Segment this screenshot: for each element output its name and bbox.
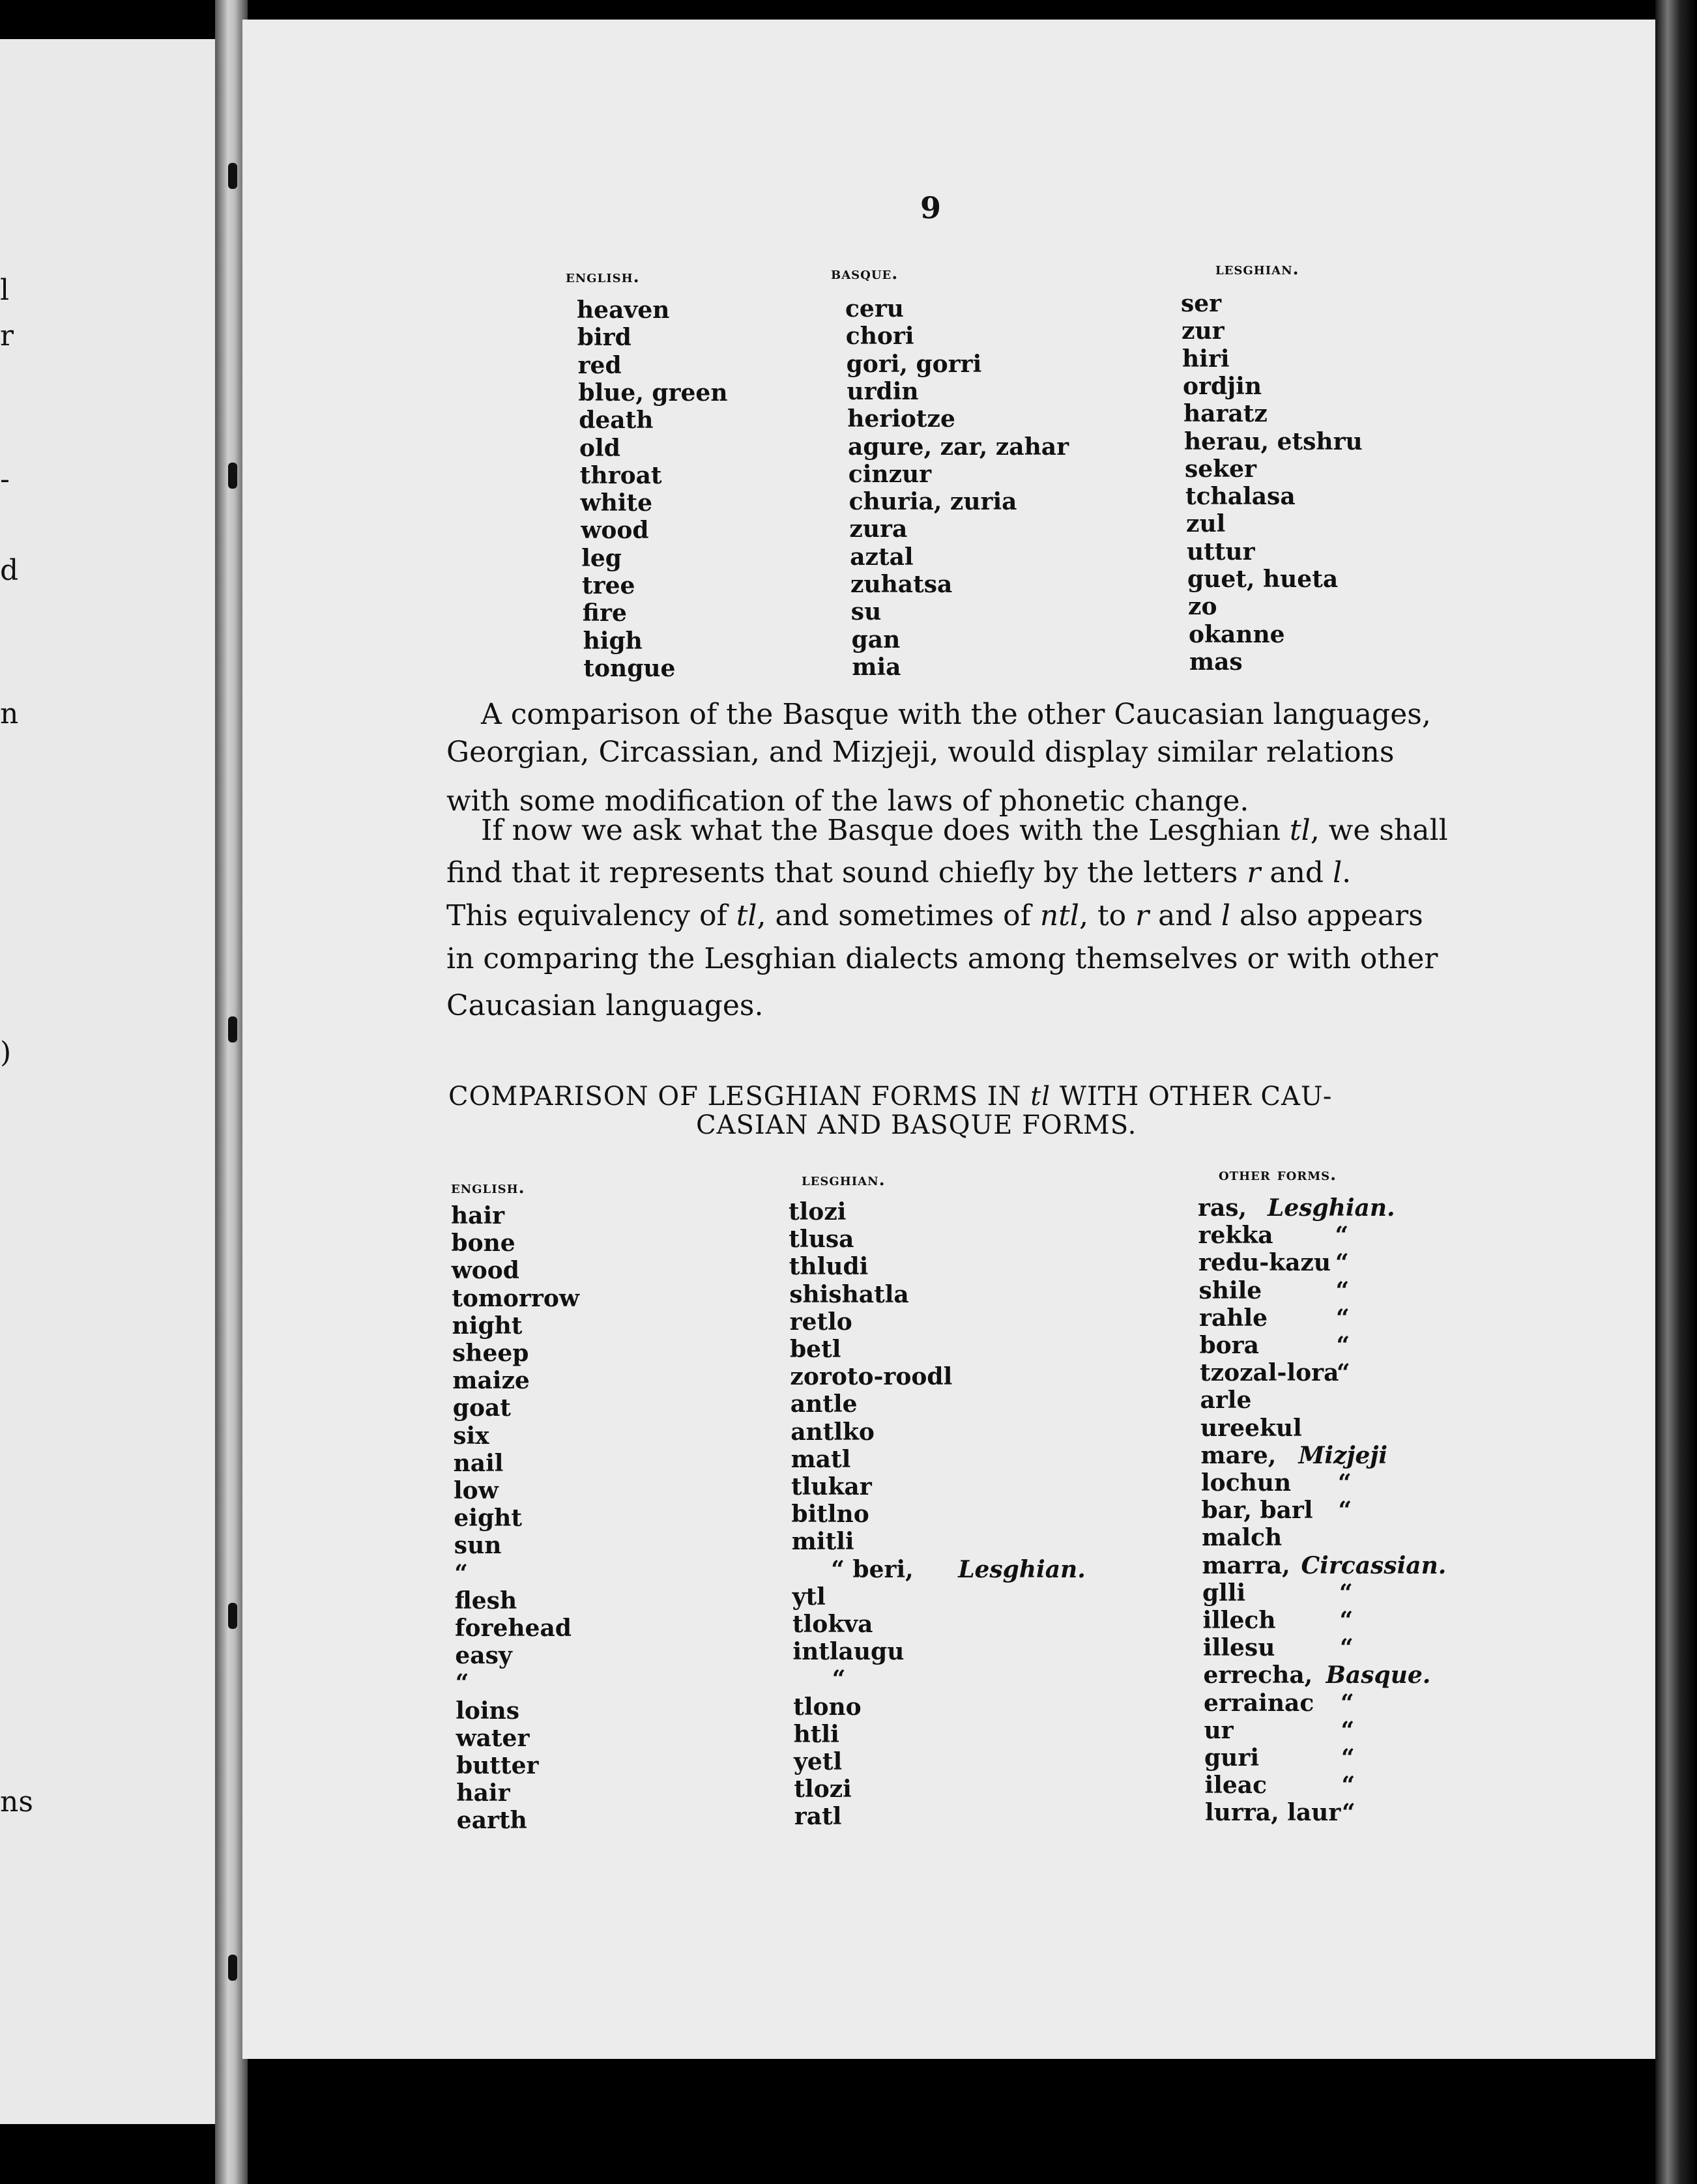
text-run: , we shall: [1310, 814, 1448, 847]
text-run: ntl: [1039, 899, 1079, 932]
table2-lesghian-cell: htli: [793, 1720, 839, 1748]
table1-lesghian-cell: herau, etshru: [1184, 427, 1363, 455]
table2-english-cell: forehead: [455, 1615, 572, 1642]
table2-lesghian-source: Lesghian.: [958, 1555, 1086, 1583]
table2-english-cell: earth: [456, 1807, 527, 1835]
table2-source-cell: “: [1337, 1359, 1350, 1387]
table2-lesghian-cell: antle: [790, 1390, 858, 1418]
left-fragment: ns: [0, 1785, 33, 1818]
table2-english-cell: butter: [456, 1752, 539, 1779]
table2-source-cell: “: [1336, 1304, 1350, 1332]
table2-lesghian-cell: mitli: [791, 1528, 854, 1556]
table1-basque-cell: churia, zuria: [848, 488, 1017, 516]
left-fragment: -: [0, 463, 10, 496]
table2-lesghian-cell: betl: [790, 1336, 841, 1363]
table2-other-cell: ur: [1204, 1716, 1234, 1744]
left-fragment: r: [0, 319, 14, 352]
section-heading: CASIAN AND BASQUE FORMS.: [696, 1110, 1137, 1140]
paragraph2-line: [446, 856, 1352, 889]
table1-english-cell: heaven: [577, 296, 670, 324]
table2-english-cell: “: [454, 1559, 468, 1587]
table1-lesghian-cell: uttur: [1187, 538, 1255, 566]
table2-other-cell: rahle: [1199, 1304, 1268, 1332]
paragraph2-line: [481, 816, 1448, 845]
table1-lesghian-cell: zur: [1182, 317, 1225, 345]
table2-other-cell: lurra, laur: [1205, 1799, 1341, 1827]
table2-lesghian-cell: tlozi: [794, 1775, 852, 1803]
table2-english-cell: easy: [455, 1642, 512, 1670]
table1-basque-cell: chori: [845, 323, 914, 351]
paragraph2-line: in comparing the Lesghian dialects among themselves or with other: [446, 942, 1438, 975]
table1-english-cell: high: [583, 627, 643, 655]
table2-english-cell: eight: [454, 1504, 522, 1532]
table2-lesghian-cell: antlko: [790, 1418, 875, 1446]
text-run: and: [1149, 899, 1221, 932]
table1-english-cell: old: [579, 434, 620, 462]
table2-source-cell: “: [1341, 1772, 1356, 1800]
table2-source-cell: “: [1341, 1716, 1355, 1744]
table1-english-cell: fire: [582, 599, 627, 627]
table2-lesghian-cell: tlokva: [792, 1611, 873, 1638]
table1-basque-cell: aztal: [850, 543, 914, 571]
table2-lesghian-cell: retlo: [789, 1308, 852, 1336]
table2-lesghian-cell: intlaugu: [792, 1638, 905, 1666]
table1-english-cell: tree: [582, 572, 635, 599]
table2-english-cell: sun: [454, 1532, 502, 1560]
table1-english-cell: red: [577, 351, 622, 379]
text-run: .: [1342, 856, 1352, 889]
table2-source-cell: “: [1335, 1222, 1349, 1250]
table2-english-cell: flesh: [454, 1587, 517, 1615]
table2-source-cell: “: [1335, 1276, 1350, 1304]
table2-english-cell: loins: [456, 1697, 519, 1725]
left-fragment: n: [0, 697, 19, 730]
table1-lesghian-cell: guet, hueta: [1187, 566, 1339, 593]
table1-lesghian-cell: hiri: [1182, 345, 1230, 373]
table2-lesghian-cell: “ beri,: [831, 1555, 914, 1583]
left-fragment: d: [0, 554, 19, 587]
text-run: COMPARISON OF LESGHIAN FORMS IN: [448, 1082, 1031, 1112]
table2-source-cell: “: [1336, 1332, 1350, 1359]
table2-other-cell: bar, barl: [1201, 1497, 1313, 1525]
text-run: WITH OTHER CAU-: [1051, 1082, 1333, 1112]
table2-lesghian-cell: zoroto-roodl: [790, 1363, 953, 1391]
table1-lesghian-cell: okanne: [1189, 620, 1285, 648]
paragraph2-line: [446, 899, 1423, 932]
table1-lesghian-cell: ser: [1181, 290, 1222, 317]
table2-header-lesghian: lesghian.: [802, 1170, 886, 1190]
left-fragment: l: [0, 274, 10, 307]
table2-source-cell: “: [1339, 1579, 1353, 1607]
table2-source-cell: “: [1341, 1689, 1354, 1717]
text-run: This equivalency of: [446, 899, 736, 932]
table2-other-cell: errecha,: [1203, 1661, 1313, 1689]
binding-stitch: [228, 1603, 237, 1629]
table2-lesghian-cell: tlukar: [791, 1473, 872, 1501]
table2-other-cell: redu-kazu: [1198, 1249, 1331, 1277]
table1-header-english: english.: [566, 267, 640, 287]
table1-basque-cell: ceru: [845, 295, 904, 323]
table1-lesghian-cell: mas: [1189, 648, 1243, 676]
table1-basque-cell: heriotze: [847, 405, 955, 433]
binding-stitch: [228, 1016, 237, 1042]
table1-basque-cell: zura: [849, 515, 908, 543]
table1-lesghian-cell: ordjin: [1183, 372, 1262, 400]
table1-lesghian-cell: zul: [1186, 510, 1226, 538]
table2-english-cell: goat: [452, 1394, 511, 1422]
table1-basque-cell: zuhatsa: [850, 571, 953, 598]
table1-basque-cell: agure, zar, zahar: [848, 433, 1069, 461]
table2-other-cell: ureekul: [1200, 1414, 1302, 1442]
table2-source-cell: “: [1338, 1497, 1352, 1525]
table2-source-cell: “: [1342, 1799, 1356, 1827]
text-run: , to: [1079, 899, 1136, 932]
table2-other-cell: malch: [1202, 1524, 1283, 1552]
table1-english-cell: wood: [581, 517, 649, 545]
table2-lesghian-cell: shishatla: [789, 1280, 909, 1308]
table2-other-cell: mare,: [1200, 1441, 1277, 1469]
table2-other-cell: arle: [1200, 1387, 1252, 1415]
text-run: l: [1333, 856, 1342, 889]
table2-other-cell: lochun: [1201, 1469, 1292, 1497]
table2-source-cell: “: [1341, 1744, 1355, 1772]
table2-source-cell: “: [1335, 1249, 1349, 1277]
table2-other-cell: rekka: [1198, 1222, 1273, 1250]
table2-source-cell: “: [1338, 1469, 1352, 1497]
paragraph1-line: A comparison of the Basque with the other Caucasian languages,: [481, 698, 1431, 731]
binding-stitch: [228, 463, 237, 489]
text-run: , and sometimes of: [757, 899, 1040, 932]
table1-header-basque: basque.: [831, 264, 899, 283]
text-run: l: [1221, 899, 1230, 932]
table2-english-cell: bone: [451, 1229, 515, 1257]
table2-english-cell: hair: [451, 1202, 505, 1229]
table1-english-cell: blue, green: [578, 379, 728, 407]
page-number: 9: [920, 190, 942, 225]
page: [242, 20, 1655, 2059]
text-run: and: [1260, 856, 1333, 889]
text-run: r: [1247, 856, 1261, 889]
text-run: tl: [736, 899, 757, 932]
table2-lesghian-cell: tlono: [793, 1693, 862, 1721]
table1-lesghian-cell: seker: [1185, 455, 1256, 483]
table2-other-cell: ileac: [1204, 1772, 1268, 1800]
table2-other-cell: illesu: [1203, 1634, 1275, 1662]
text-run: also appears: [1230, 899, 1423, 932]
table2-lesghian-cell: ytl: [792, 1583, 826, 1611]
table2-english-cell: wood: [451, 1257, 519, 1285]
table2-english-cell: six: [453, 1422, 489, 1450]
table2-english-cell: sheep: [452, 1340, 529, 1367]
table2-other-cell: glli: [1202, 1579, 1246, 1607]
table2-other-cell: marra,: [1202, 1551, 1290, 1579]
table2-other-cell: guri: [1204, 1744, 1259, 1772]
table2-english-cell: maize: [452, 1367, 530, 1395]
table2-lesghian-cell: tlusa: [789, 1226, 854, 1254]
binding-stitch: [228, 163, 237, 189]
text-run: tl: [1289, 814, 1311, 847]
table2-other-cell: shile: [1198, 1276, 1262, 1304]
table2-source-cell: Circassian.: [1301, 1551, 1447, 1579]
table1-basque-cell: gan: [851, 625, 901, 654]
table2-english-cell: low: [454, 1477, 499, 1504]
table2-other-cell: errainac: [1204, 1689, 1314, 1717]
table2-source-cell: Lesghian.: [1268, 1194, 1395, 1222]
table1-english-cell: death: [579, 407, 654, 435]
text-run: r: [1135, 899, 1150, 932]
table2-english-cell: water: [456, 1724, 530, 1752]
left-page-edge: [0, 39, 228, 2124]
text-run: find that it represents that sound chiefly by the letters: [446, 856, 1247, 889]
table1-lesghian-cell: haratz: [1183, 400, 1268, 428]
table2-source-cell: “: [1339, 1607, 1354, 1634]
table2-source-cell: “: [1340, 1634, 1354, 1662]
table2-lesghian-cell: thludi: [789, 1253, 869, 1281]
table2-lesghian-cell: yetl: [794, 1748, 843, 1775]
paragraph1-line: with some modification of the laws of phonetic change.: [446, 784, 1249, 818]
table2-other-cell: bora: [1199, 1332, 1259, 1359]
section-heading: [448, 1082, 1332, 1112]
table1-basque-cell: urdin: [847, 377, 919, 405]
table2-header-english: english.: [451, 1178, 525, 1198]
right-page-edge: [1655, 0, 1697, 2184]
table1-header-lesghian: lesghian.: [1215, 259, 1299, 279]
table2-other-cell: ras,: [1198, 1194, 1247, 1222]
table1-english-cell: tongue: [583, 654, 676, 682]
table2-source-cell: Mizjeji: [1298, 1441, 1388, 1469]
text-run: tl: [1030, 1082, 1051, 1112]
table2-english-cell: nail: [453, 1449, 504, 1477]
table2-other-cell: illech: [1202, 1607, 1276, 1634]
table1-basque-cell: cinzur: [848, 460, 932, 488]
table1-basque-cell: mia: [852, 653, 901, 681]
table2-lesghian-cell: tlozi: [789, 1198, 847, 1226]
table1-english-cell: white: [580, 489, 652, 517]
binding-stitch: [228, 1955, 237, 1981]
table2-other-cell: tzozal-lora: [1200, 1359, 1339, 1387]
table2-lesghian-cell: “: [832, 1665, 846, 1693]
table2-english-cell: tomorrow: [452, 1284, 579, 1312]
table1-english-cell: throat: [579, 461, 662, 489]
table2-lesghian-cell: matl: [790, 1445, 851, 1473]
table2-source-cell: Basque.: [1326, 1661, 1431, 1689]
table2-english-cell: hair: [456, 1779, 510, 1807]
table2-lesghian-cell: ratl: [794, 1803, 842, 1831]
table2-english-cell: “: [455, 1669, 469, 1697]
table2-lesghian-cell: bitlno: [791, 1501, 869, 1529]
table2-english-cell: night: [452, 1312, 523, 1340]
table1-basque-cell: gori, gorri: [846, 350, 982, 378]
text-run: If now we ask what the Basque does with the Lesghian: [481, 814, 1290, 847]
table1-basque-cell: su: [850, 598, 882, 626]
paragraph1-line: Georgian, Circassian, and Mizjeji, would display similar relations: [446, 736, 1395, 769]
table2-header-other: other forms.: [1219, 1165, 1337, 1185]
paragraph2-line: Caucasian languages.: [446, 989, 764, 1022]
table1-english-cell: bird: [577, 324, 631, 352]
table1-lesghian-cell: tchalasa: [1185, 483, 1296, 511]
table1-english-cell: leg: [581, 544, 622, 572]
left-fragment: ): [0, 1036, 12, 1069]
table1-lesghian-cell: zo: [1188, 593, 1217, 621]
